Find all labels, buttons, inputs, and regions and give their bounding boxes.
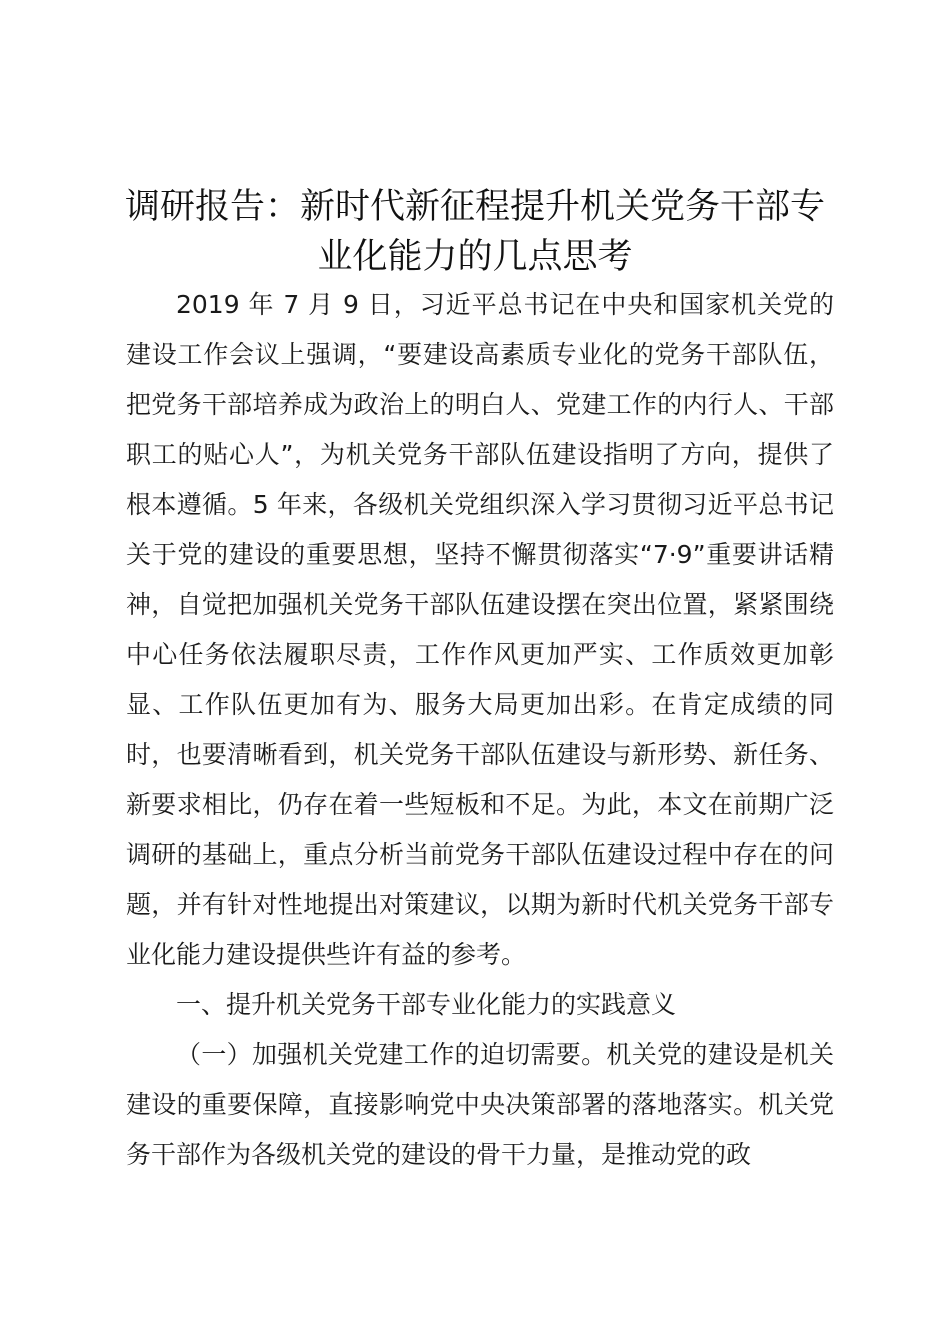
document-body xyxy=(126,280,834,1180)
document-title-line-2: 业化能力的几点思考 xyxy=(317,237,633,277)
intro-paragraph: 2019 年 7 月 9 日，习近平总书记在中央和国家机关党的建设工作会议上强调，“要建设高素质专业化的党务干部队伍，把党务干部培养成为政治上的明白人、党建工作的内行人、干部职工的贴心人”，为机关党务干部队伍建设指明了方向，提供了根本遵循。5 年来，各级机关党组织深入学习贯彻习近平总书记关于党的建设的重要思想，坚持不懈贯彻落实“7·9”重要讲话精神，自觉把加强机关党务干部队伍建设摆在突出位置，紧紧围绕中心任务依法履职尽责，工作作风更加严实、工作质效更加彰显、工作队伍更加有为、服务大局更加出彩。在肯定成绩的同时，也要清晰看到，机关党务干部队伍建设与新形势、新任务、新要求相比，仍存在着一些短板和不足。为此，本文在前期广泛调研的基础上，重点分析当前党务干部队伍建设过程中存在的问题，并有针对性地提出对策建议，以期为新时代机关党务干部专业化能力建设提供些许有益的参考。 xyxy=(126,290,834,969)
section-heading: 一、提升机关党务干部专业化能力的实践意义 xyxy=(176,990,677,1019)
subsection-paragraph: （一）加强机关党建工作的迫切需要。机关党的建设是机关建设的重要保障，直接影响党中央决策部署的落地落实。机关党务干部作为各级机关党的建设的骨干力量，是推动党的政 xyxy=(126,1040,834,1169)
document-title-line-1: 调研报告：新时代新征程提升机关党务干部专 xyxy=(124,187,825,227)
document-title xyxy=(100,182,850,282)
